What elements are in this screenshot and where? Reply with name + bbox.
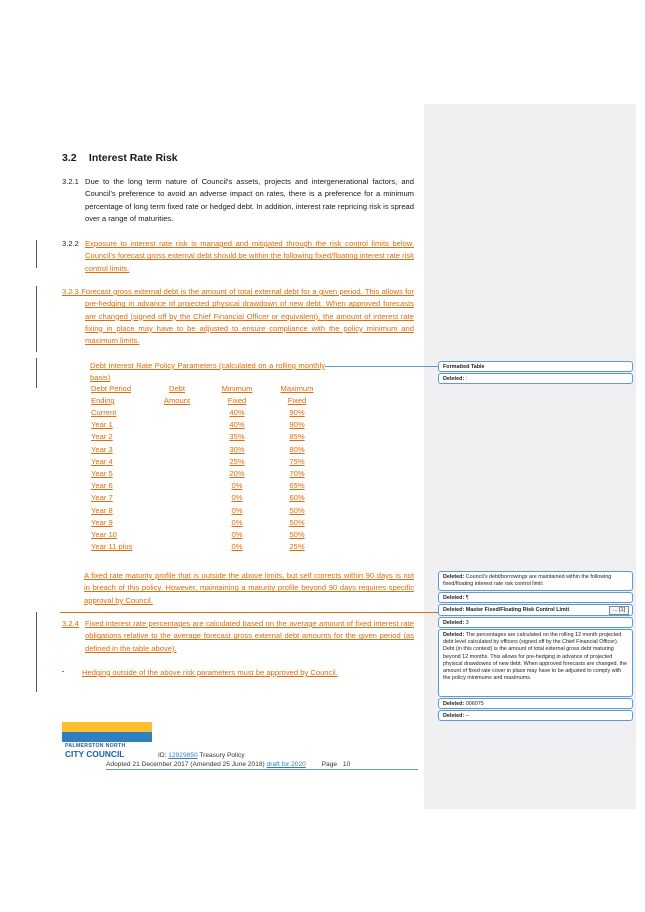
section-heading bbox=[62, 152, 178, 164]
balloon-text: The percentages are calculated on the rolling 12 month projected debt level calculated by officers (signed off by the Chief Financial Officer). Debt (in this context) is the amount of total external gross debt maturing beyond 12 months. This allows for pre-hedging in advance of projected physical drawdowns of new debt. When approved forecasts are changed, the amount of fixed rate cover in place may have to be adjusted to comply with the policy minimums and maximums. bbox=[443, 632, 627, 682]
table-cell-period: Year 1 bbox=[91, 420, 113, 430]
table-cell-period: Year 3 bbox=[91, 444, 113, 454]
paragraph-hedging: Hedging outside of the above risk parameters must be approved by Council. bbox=[82, 668, 338, 677]
table-cell-period: Year 6 bbox=[91, 481, 113, 491]
council-logo bbox=[62, 722, 152, 758]
table-cell-min: 0% bbox=[231, 481, 243, 491]
paragraph-text: Exposure to interest rate risk is managed and mitigated through the risk control limits below. Council’s forecast gross external debt should be within the following fixed/floating interest rate risk control limits. bbox=[85, 239, 414, 273]
table-cell-min: 0% bbox=[231, 530, 243, 539]
footer-doc-title: Treasury Policy bbox=[199, 752, 245, 759]
header-fixed-min: Fixed bbox=[227, 396, 247, 405]
header-debt: Debt bbox=[168, 384, 186, 393]
balloon-text: : bbox=[465, 376, 468, 382]
balloon-label: Deleted: bbox=[443, 595, 465, 601]
table-cell-min: 40% bbox=[229, 408, 245, 417]
header-minimum: Minimum bbox=[221, 384, 253, 393]
balloon-text: – bbox=[465, 713, 469, 719]
footer-adopted-line bbox=[106, 761, 350, 768]
change-bar bbox=[36, 240, 37, 268]
table-cell-min: 25% bbox=[229, 456, 245, 466]
comment-balloon-deleted[interactable] bbox=[438, 710, 633, 721]
table-cell-min: 20% bbox=[229, 469, 245, 478]
table-cell-max: 50% bbox=[289, 505, 305, 515]
balloon-label: Deleted: bbox=[443, 701, 465, 707]
balloon-label: Deleted: bbox=[443, 607, 465, 613]
footer-id-value[interactable]: 12929850 bbox=[168, 752, 198, 759]
comment-balloon-deleted[interactable] bbox=[438, 592, 633, 603]
footer-adopted: Adopted 21 December 2017 (Amended 25 June 2018) bbox=[106, 761, 265, 768]
balloon-label: Deleted: bbox=[443, 620, 465, 626]
section-number: 3.2 bbox=[62, 152, 77, 164]
balloon-text: Council’s debt/borrowings are maintained within the following fixed/floating interest rate risk control limit: bbox=[443, 574, 612, 588]
logo-text: PALMERSTON NORTH bbox=[65, 743, 126, 749]
table-cell-max: 85% bbox=[289, 432, 305, 442]
logo-text: CITY COUNCIL bbox=[65, 749, 125, 759]
footer-page-label: Page bbox=[321, 761, 338, 768]
balloon-label: Deleted: bbox=[443, 713, 465, 719]
paragraph-3-2-3 bbox=[62, 286, 414, 347]
comment-balloon-deleted[interactable] bbox=[438, 571, 633, 591]
comment-balloon-deleted[interactable] bbox=[438, 617, 633, 628]
table-cell-period: Year 5 bbox=[91, 469, 113, 478]
change-bar bbox=[36, 286, 37, 352]
header-debt-period: Debt Period bbox=[91, 384, 132, 393]
balloon-label: Deleted: bbox=[443, 632, 465, 638]
paragraph-text: Fixed interest rate percentages are calculated based on the average amount of fixed interest rate obligations relative to the average forecast gross external debt amounts for the given period (as defined in the table above). bbox=[85, 619, 414, 653]
paragraph-number: 3.2.1 bbox=[62, 177, 79, 186]
table-cell-period: Year 11 plus bbox=[91, 542, 133, 552]
paragraph-3-2-4 bbox=[62, 618, 414, 655]
table-cell-min: 35% bbox=[229, 432, 245, 442]
table-cell-min: 30% bbox=[229, 444, 245, 454]
footer-id-line bbox=[158, 752, 245, 759]
header-maximum: Maximum bbox=[280, 384, 314, 393]
table-cell-min: 0% bbox=[231, 542, 243, 552]
table-cell-min: 0% bbox=[231, 493, 243, 503]
table-cell-max: 90% bbox=[289, 420, 305, 430]
table-cell-period: Year 9 bbox=[91, 517, 113, 527]
paragraph-number: 3.2.2 bbox=[62, 239, 79, 248]
comment-balloon-deleted[interactable] bbox=[438, 629, 633, 697]
balloon-label: Deleted: bbox=[443, 574, 465, 580]
table-caption: Debt Interest Rate Policy Parameters (calculated on a rolling monthly basis) bbox=[90, 361, 325, 383]
balloon-text: 006075 bbox=[465, 701, 484, 707]
table-cell-min: 40% bbox=[229, 420, 245, 430]
footer-draft: draft for 2020 bbox=[266, 761, 306, 768]
paragraph-3-2-2 bbox=[62, 238, 414, 275]
table-cell-period: Current bbox=[91, 408, 117, 417]
logo-band bbox=[62, 732, 152, 742]
balloon-text: Master Fixed/Floating Risk Control Limit bbox=[465, 607, 570, 613]
table-cell-period: Year 7 bbox=[91, 493, 113, 503]
balloon-leader-line bbox=[60, 612, 438, 613]
change-bar bbox=[36, 358, 37, 388]
table-cell-min: 0% bbox=[231, 505, 243, 515]
comment-balloon-deleted[interactable] bbox=[438, 698, 633, 709]
paragraph-number: 3.2.4 bbox=[62, 619, 79, 628]
empty-inserted-line bbox=[62, 662, 82, 674]
header-ending: Ending bbox=[91, 396, 115, 405]
comment-balloon-formatted-table[interactable] bbox=[438, 361, 633, 372]
balloon-leader-line bbox=[325, 366, 438, 367]
paragraph-maturity-profile: A fixed rate maturity profile that is outside the above limits, but self corrects within 90 days is not in breach of this policy. However, maintaining a maturity profile beyond 90 days requires specific approval by Council. bbox=[84, 571, 414, 605]
balloon-text: ¶ bbox=[465, 595, 469, 601]
header-fixed-max: Fixed bbox=[287, 396, 307, 405]
table-cell-max: 65% bbox=[289, 481, 305, 491]
table-cell-max: 80% bbox=[289, 444, 305, 454]
footer-rule bbox=[106, 769, 418, 770]
table-cell-max: 90% bbox=[289, 408, 305, 417]
table-cell-period: Year 2 bbox=[91, 432, 113, 442]
table-cell-max: 60% bbox=[289, 493, 305, 503]
balloon-text: 3 bbox=[465, 620, 469, 626]
paragraph-text: Forecast gross external debt is the amount of total external debt for a given period. This allows for pre-hedging in advance of projected physical drawdown of new debt. When approved forecasts are changed (signed off by the Chief Financial Officer or equivalent), the amount of interest rate fixing in place may have to be adjusted to ensure compliance with the policy minimum and maximum limits. bbox=[81, 287, 414, 346]
table-cell-max: 75% bbox=[289, 456, 305, 466]
table-cell-min: 0% bbox=[231, 517, 243, 527]
table-cell-max: 70% bbox=[289, 469, 305, 478]
balloon-title: Formatted Table bbox=[443, 364, 485, 370]
table-cell-max: 25% bbox=[289, 542, 305, 552]
paragraph-number: 3.2.3 bbox=[62, 287, 79, 296]
footer-page-number: 10 bbox=[342, 761, 351, 768]
section-title: Interest Rate Risk bbox=[88, 152, 178, 164]
footer-id-label: ID: bbox=[158, 752, 167, 759]
table-cell-max: 50% bbox=[289, 530, 305, 539]
balloon-more-button[interactable]: ... [1] bbox=[609, 606, 629, 615]
table-cell-period: Year 4 bbox=[91, 456, 113, 466]
comment-balloon-deleted[interactable] bbox=[438, 373, 633, 384]
change-bar bbox=[36, 612, 37, 692]
paragraph-text: Due to the long term nature of Council’s assets, projects and intergenerational factors, and Council’s preference to avoid an adverse impact on rates, there is a preference for a minimum percentage of long term fixed rate or hedged debt. In addition, interest rate repricing risk is spread over a range of maturities. bbox=[85, 177, 414, 223]
header-amount: Amount bbox=[163, 396, 191, 405]
table-cell-period: Year 8 bbox=[91, 505, 113, 515]
table-cell-period: Year 10 bbox=[91, 530, 117, 539]
comment-balloon-deleted[interactable] bbox=[438, 604, 633, 616]
paragraph-3-2-1 bbox=[62, 176, 414, 225]
balloon-label: Deleted: bbox=[443, 376, 465, 382]
table-cell-max: 50% bbox=[289, 517, 305, 527]
